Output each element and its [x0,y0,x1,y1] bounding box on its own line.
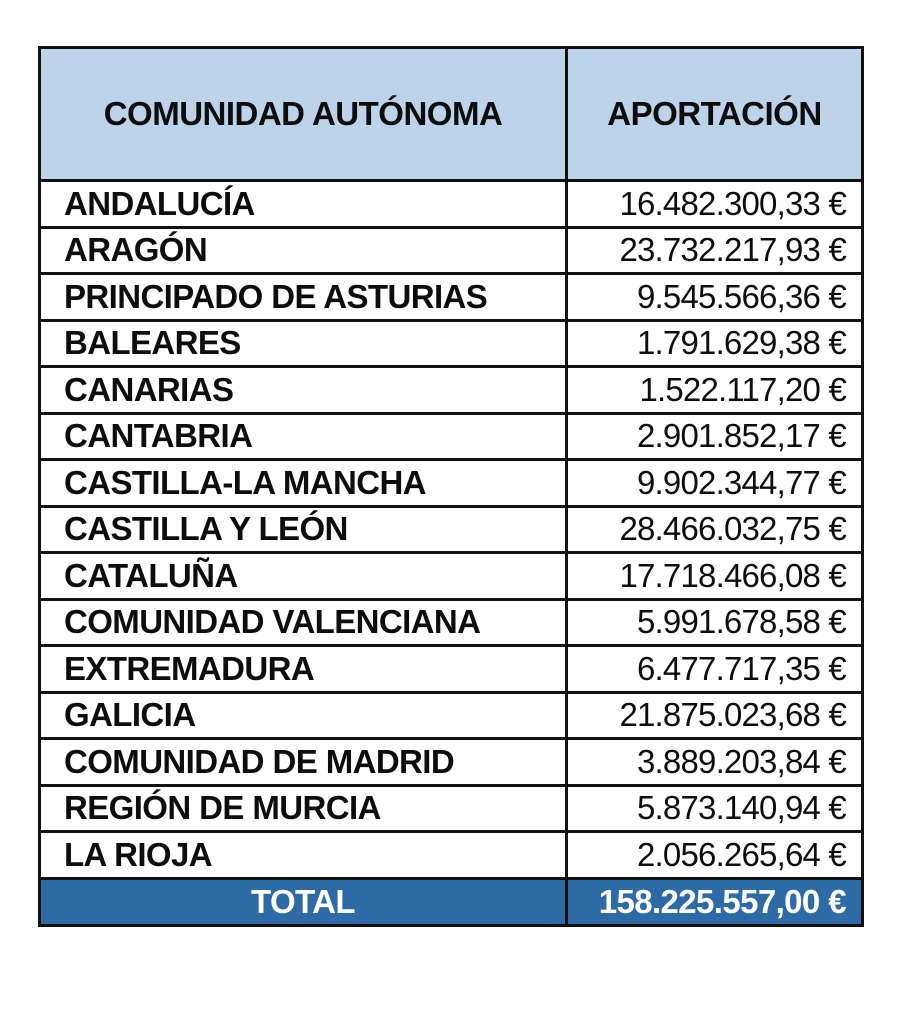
table-row [40,832,863,879]
table-row [40,367,863,414]
community-name: PRINCIPADO DE ASTURIAS [40,274,567,321]
contributions-table [38,46,864,927]
community-name: COMUNIDAD DE MADRID [40,739,567,786]
table-row [40,692,863,739]
contribution-amount: 5.991.678,58 € [567,599,863,646]
contribution-amount: 9.545.566,36 € [567,274,863,321]
community-name: REGIÓN DE MURCIA [40,785,567,832]
community-name: LA RIOJA [40,832,567,879]
table-row [40,785,863,832]
contribution-amount: 2.056.265,64 € [567,832,863,879]
total-amount: 158.225.557,00 € [567,878,863,925]
community-name: CASTILLA-LA MANCHA [40,460,567,507]
total-label: TOTAL [40,878,567,925]
contribution-amount: 5.873.140,94 € [567,785,863,832]
table-row [40,506,863,553]
column-header-community: COMUNIDAD AUTÓNOMA [40,48,567,181]
community-name: CATALUÑA [40,553,567,600]
community-name: CASTILLA Y LEÓN [40,506,567,553]
header-row [40,48,863,181]
table-header [40,48,863,181]
contribution-amount: 1.522.117,20 € [567,367,863,414]
community-name: GALICIA [40,692,567,739]
contribution-amount: 2.901.852,17 € [567,413,863,460]
contribution-amount: 3.889.203,84 € [567,739,863,786]
contribution-amount: 23.732.217,93 € [567,227,863,274]
table-row [40,646,863,693]
table-footer [40,878,863,925]
table-row [40,460,863,507]
community-name: ARAGÓN [40,227,567,274]
contribution-amount: 16.482.300,33 € [567,181,863,228]
community-name: CANTABRIA [40,413,567,460]
total-row [40,878,863,925]
contribution-amount: 9.902.344,77 € [567,460,863,507]
column-header-contribution: APORTACIÓN [567,48,863,181]
table-row [40,274,863,321]
table-row [40,413,863,460]
contribution-amount: 17.718.466,08 € [567,553,863,600]
community-name: ANDALUCÍA [40,181,567,228]
table-row [40,553,863,600]
table-row [40,227,863,274]
community-name: EXTREMADURA [40,646,567,693]
table-row [40,181,863,228]
community-name: CANARIAS [40,367,567,414]
contributions-table-container [38,46,861,927]
contribution-amount: 21.875.023,68 € [567,692,863,739]
community-name: BALEARES [40,320,567,367]
community-name: COMUNIDAD VALENCIANA [40,599,567,646]
table-row [40,599,863,646]
table-row [40,739,863,786]
table-row [40,320,863,367]
contribution-amount: 28.466.032,75 € [567,506,863,553]
contribution-amount: 1.791.629,38 € [567,320,863,367]
table-body [40,181,863,879]
contribution-amount: 6.477.717,35 € [567,646,863,693]
